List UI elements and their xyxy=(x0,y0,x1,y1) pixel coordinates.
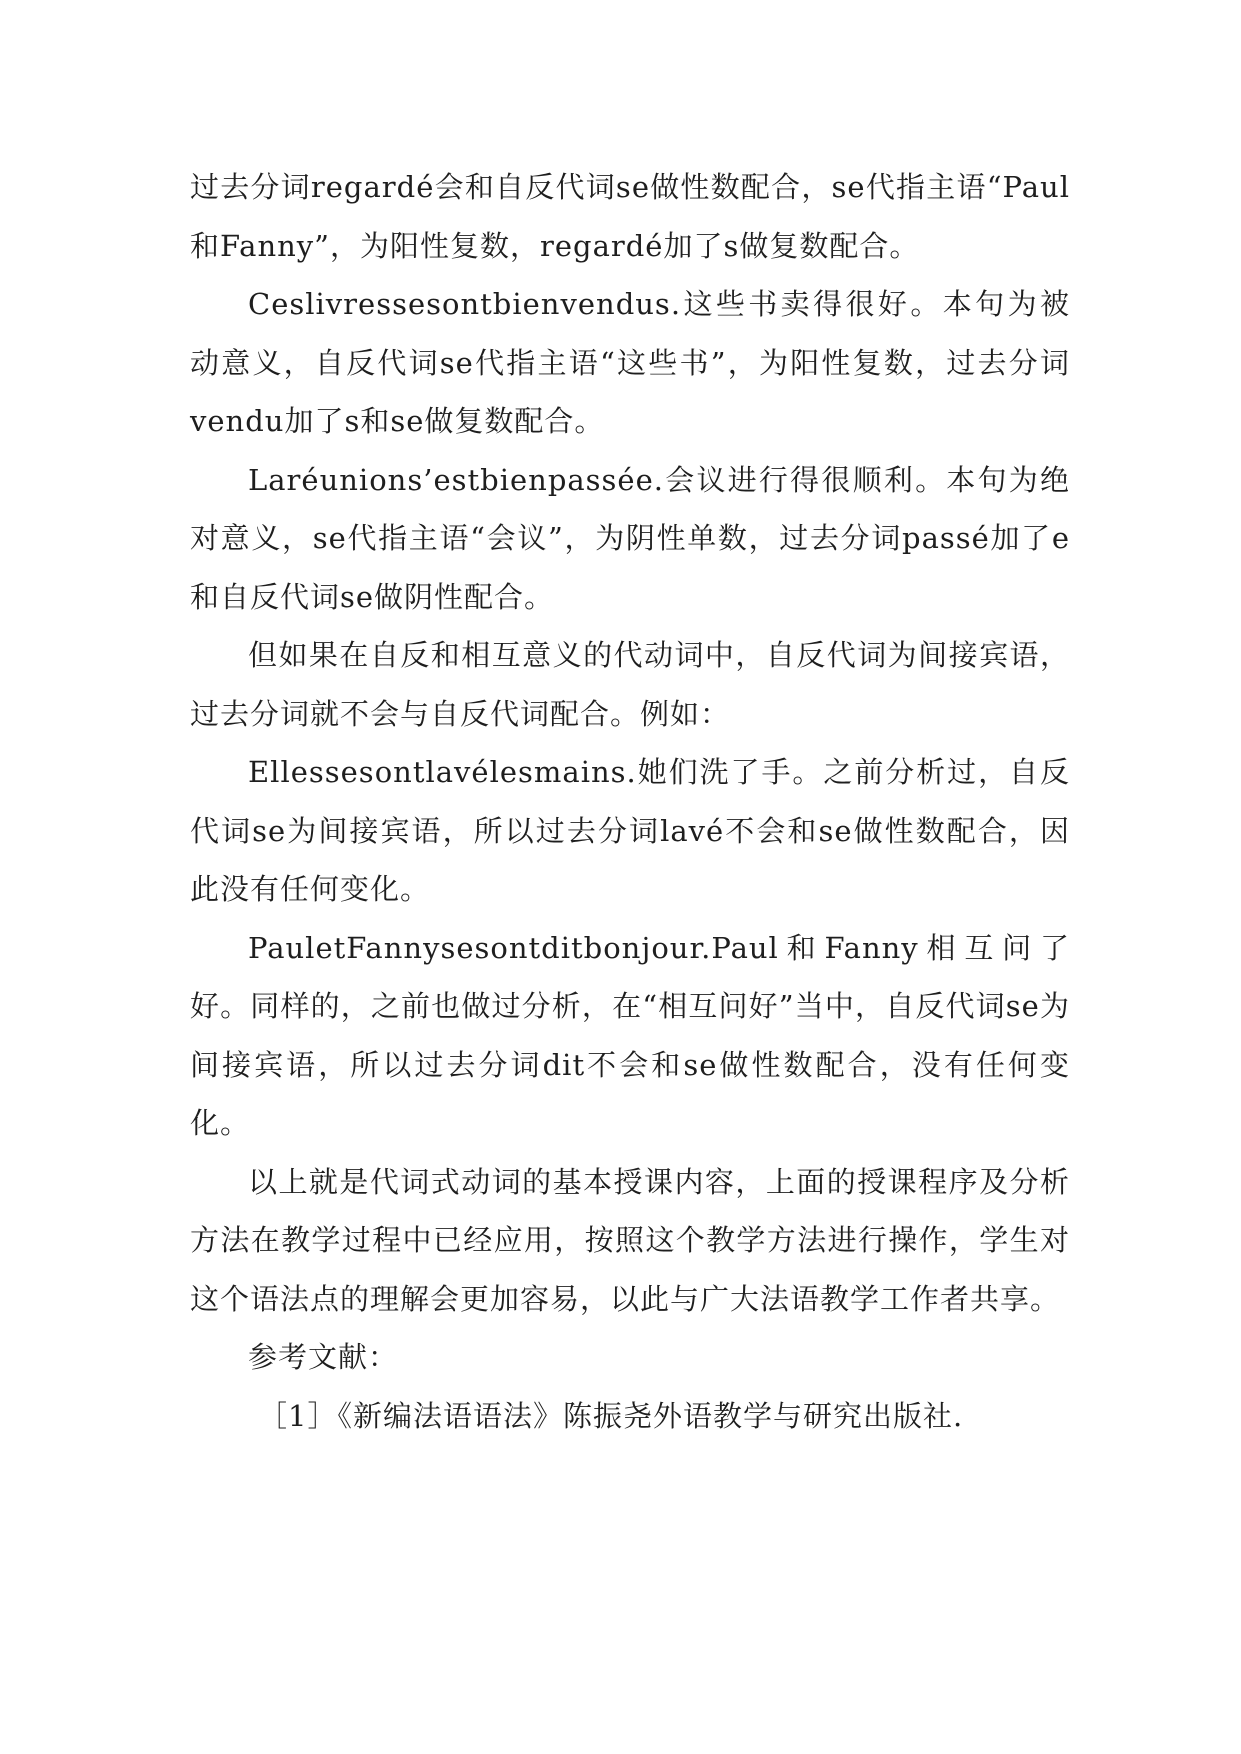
references-heading: 参考文献： xyxy=(248,1340,399,1374)
reference-item: ［1］《新编法语语法》陈振尧外语教学与研究出版社. xyxy=(258,1398,964,1433)
paragraph-passive-example: Ceslivressesontbienvendus.这些书卖得很好。本句为被动意义，自反代词se代指主语“这些书”，为阳性复数，过去分词vendu加了s和se做复数配合。 xyxy=(190,287,1070,438)
paragraph-indirect-object-rule: 但如果在自反和相互意义的代动词中，自反代词为间接宾语，过去分词就不会与自反代词配合。例如： xyxy=(190,638,1070,731)
paragraph-reciprocal-example: PauletFannysesontditbonjour.Paul和Fanny相互问了好。同样的，之前也做过分析，在“相互问好”当中，自反代词se为间接宾语，所以过去分词dit不会和se做性数配合，没有任何变化。 xyxy=(190,930,1070,1140)
document-body xyxy=(190,158,1070,1445)
paragraph-conclusion: 以上就是代词式动词的基本授课内容，上面的授课程序及分析方法在教学过程中已经应用，按照这个教学方法进行操作，学生对这个语法点的理解会更加容易，以此与广大法语教学工作者共享。 xyxy=(190,1164,1070,1316)
paragraph-reflexive-example: Ellessesontlavélesmains.她们洗了手。之前分析过，自反代词se为间接宾语，所以过去分词lavé不会和se做性数配合，因此没有任何变化。 xyxy=(190,755,1070,906)
paragraph-continuation: 过去分词regardé会和自反代词se做性数配合，se代指主语“Paul和Fanny”，为阳性复数，regardé加了s做复数配合。 xyxy=(190,170,1070,263)
paragraph-absolute-example: Laréunions’estbienpassée.会议进行得很顺利。本句为绝对意义，se代指主语“会议”，为阴性单数，过去分词passé加了e和自反代词se做阴性配合。 xyxy=(190,462,1070,614)
